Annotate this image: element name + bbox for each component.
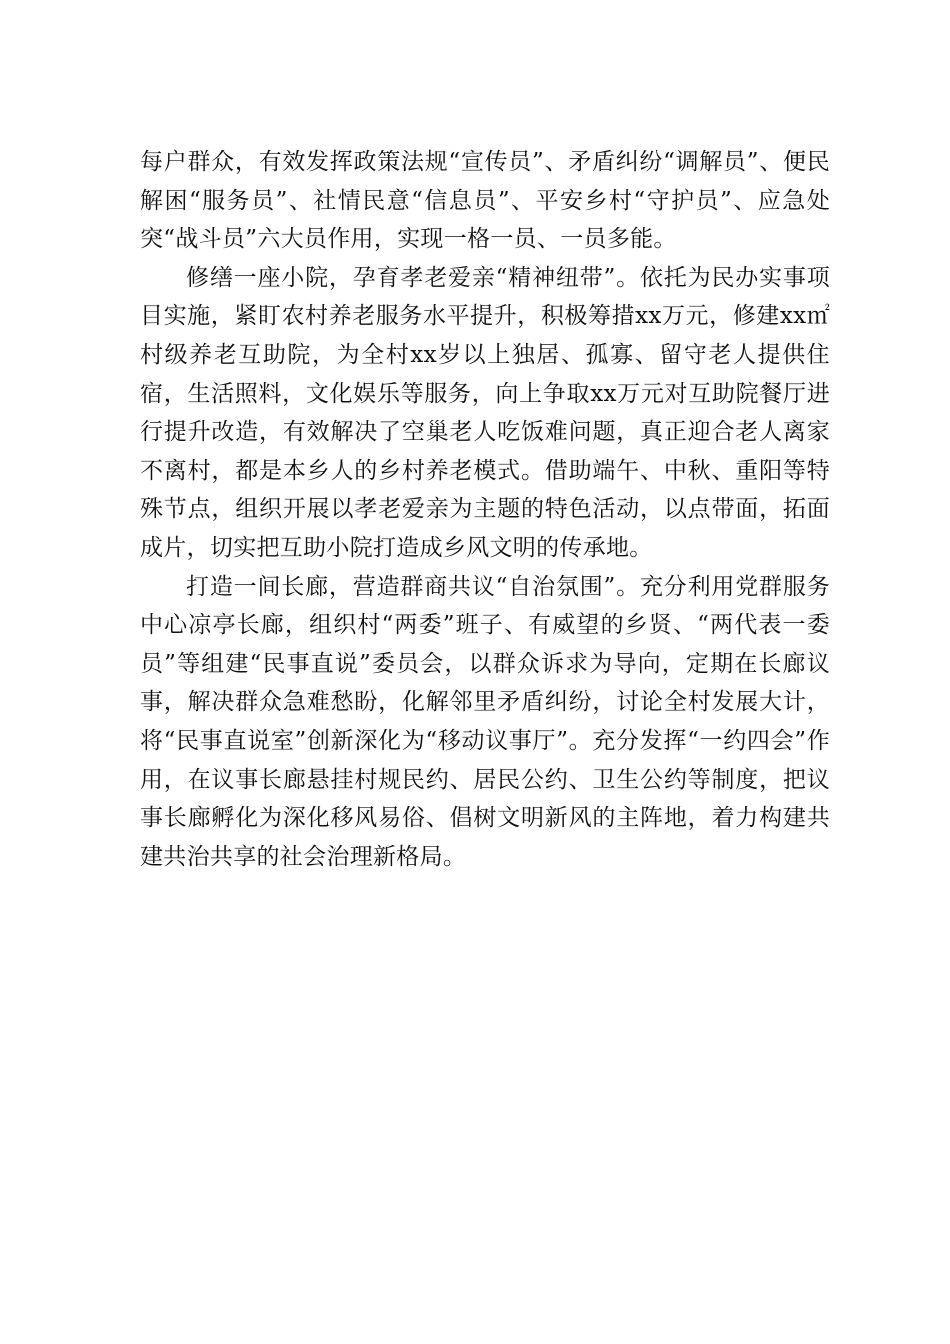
paragraph-courtyard: 修缮一座小院，孕育孝老爱亲“精神纽带”。依托为民办实事项目实施，紧盯农村养老服务水平提升，积极筹措xx万元，修建xx㎡村级养老互助院，为全村xx岁以上独居、孤寡、留守老人提供住宿，生活照料，文化娱乐等服务，向上争取xx万元对互助院餐厅进行提升改造，有效解决了空巢老人吃饭难问题，真正迎合老人离家不离村，都是本乡人的乡村养老模式。借助端午、中秋、重阳等特殊节点，组织开展以孝老爱亲为主题的特色活动，以点带面，拓面成片，切实把互助小院打造成乡风文明的传承地。 xyxy=(140,264,830,561)
document-body xyxy=(140,143,830,876)
paragraph-continuation: 每户群众，有效发挥政策法规“宣传员”、矛盾纠纷“调解员”、便民解困“服务员”、社情民意“信息员”、平安乡村“守护员”、应急处突“战斗员”六大员作用，实现一格一员、一员多能。 xyxy=(140,149,830,253)
paragraph-corridor: 打造一间长廊，营造群商共议“自治氛围”。充分利用党群服务中心凉亭长廊，组织村“两委”班子、有威望的乡贤、“两代表一委员”等组建“民事直说”委员会，以群众诉求为导向，定期在长廊议事，解决群众急难愁盼，化解邻里矛盾纠纷，讨论全村发展大计，将“民事直说室”创新深化为“移动议事厅”。充分发挥“一约四会”作用，在议事长廊悬挂村规民约、居民公约、卫生公约等制度，把议事长廊孵化为深化移风易俗、倡树文明新风的主阵地，着力构建共建共治共享的社会治理新格局。 xyxy=(140,573,830,870)
